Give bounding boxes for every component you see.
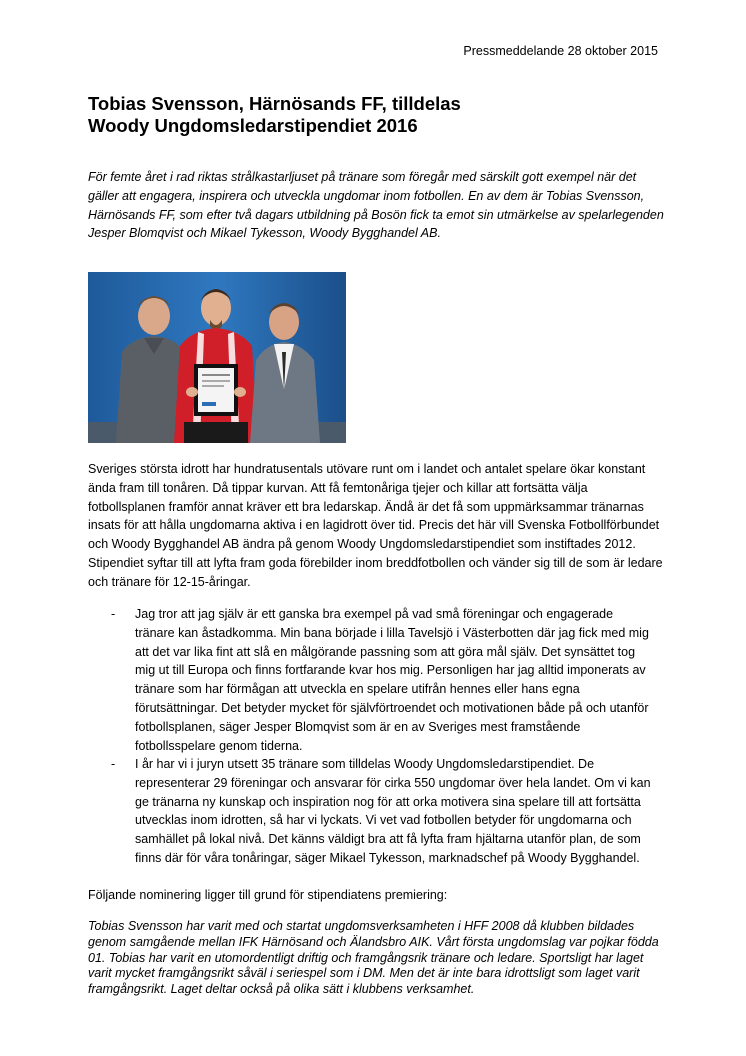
body-paragraph-1: Sveriges största idrott har hundratusentals utövare runt om i landet och antalet spelare ökar konstant ända fram till tonåren. Då tippar kurvan. Att få femtonåriga tjejer och killar att fortsätta välja fotbollsplanen framför annat kräver ett bra ledarskap. Ändå är det få som uppmärksammar tränarnas insats för att hålla ungdomarna aktiva i en lagidrott över tid. Precis det här vill Svenska Fotbollförbundet och Woody Bygghandel AB ändra på genom Woody Ungdomsledarstipendiet som instiftades 2012. Stipendiet syftar till att lyfta fram goda förebilder inom breddfotbollen och vänder sig till de som är ledare och tränare för 12-15-åringar. [88, 462, 663, 589]
quote-dash: - [111, 607, 116, 621]
award-photo-illustration [88, 272, 346, 443]
headline [88, 93, 668, 137]
quote-dash: - [111, 757, 116, 771]
headline-line-2: Woody Ungdomsledarstipendiet 2016 [88, 115, 418, 136]
quote-text: I år har vi i juryn utsett 35 tränare som tilldelas Woody Ungdomsledarstipendiet. De representerar 29 föreningar och ansvarar för cirka 550 ungdomar över hela landet. Om vi kan ge tränarna ny kunskap och inspiration nog för att orka motivera sina spelare till att fortsätta utvecklas inom idrotten, så har vi lyckats. Vi vet vad fotbollen betyder för ungdomarna och samhället på lokal nivå. Det känns väldigt bra att få lyfta fram hjältarna utanför plan, de som finns där för våra tonåringar, säger Mikael Tykesson, marknadschef på Woody Bygghandel. [135, 757, 651, 865]
headline-line-1: Tobias Svensson, Härnösands FF, tilldelas [88, 93, 461, 114]
nomination-intro: Följande nominering ligger till grund för stipendiatens premiering: [88, 888, 448, 902]
nomination-text: Tobias Svensson har varit med och startat ungdomsverksamheten i HFF 2008 då klubben bildades genom samgående mellan IFK Härnösand och Älandsbro AIK. Vårt första ungdomslag var pojkar födda 01. Tobias har varit en utomordentligt driftig och framgångsrik tränare och ledare. Sportsligt har laget varit mycket framgångsrikt såväl i seriespel som i DM. Men det är inte bara idrottsligt som laget varit framgångsrikt. Laget deltar också på olika sätt i klubbens verksamhet. [88, 919, 659, 997]
award-photo [88, 272, 346, 443]
lead-paragraph: För femte året i rad riktas strålkastarljuset på tränare som föregår med särskilt gott exempel när det gäller att engagera, inspirera och utveckla ungdomar inom fotbollen. En av dem är Tobias Svensson, Härnösands FF, som efter två dagars utbildning på Bosön fick ta emot sin utmärkelse av spelarlegenden Jesper Blomqvist och Mikael Tykesson, Woody Bygghandel AB. [88, 170, 664, 241]
quote-text: Jag tror att jag själv är ett ganska bra exempel på vad små föreningar och engagerade tränare kan åstadkomma. Min bana började i lilla Tavelsjö i Västerbotten där jag fick med mig att det var lika fint att slå en målgörande passning som att göra mål själv. Det synsättet tog mig ut till Europa och finns fortfarande kvar hos mig. Personligen har jag alltid imponerats av tränare som har förmågan att utveckla en spelare utifrån hennes eller hans egna förutsättningar. Det betyder mycket för självförtroendet och motivationen både på och utanför fotbollsplanen, säger Jesper Blomqvist som är en av Sveriges mest framstående fotbollsspelare genom tiderna. [135, 607, 649, 753]
press-release-date: Pressmeddelande 28 oktober 2015 [463, 44, 658, 58]
